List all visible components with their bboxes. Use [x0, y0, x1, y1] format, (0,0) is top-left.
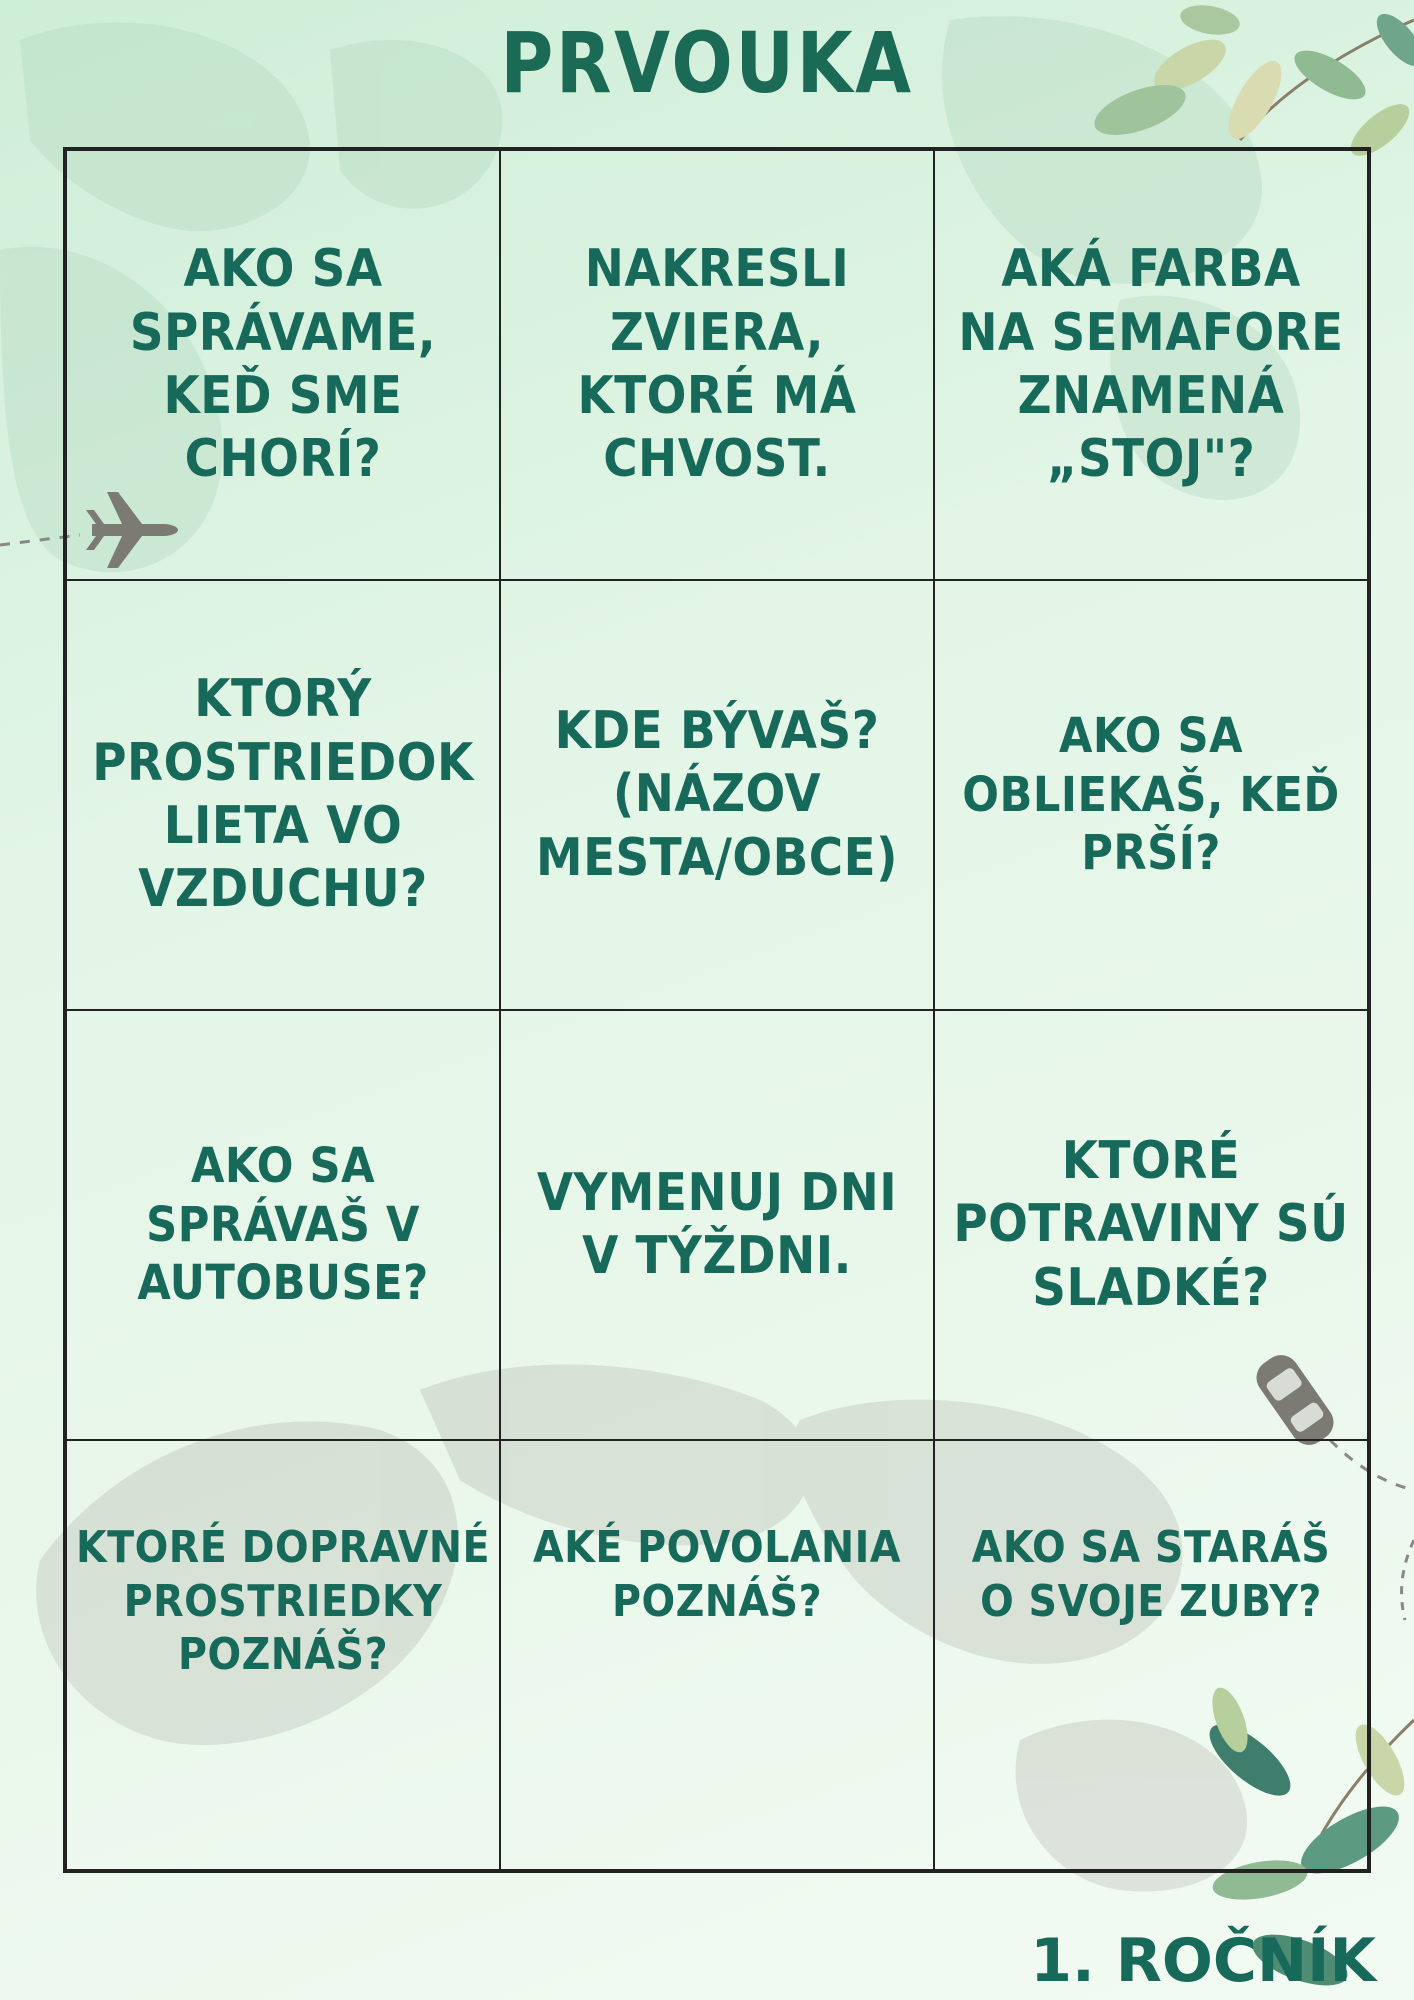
- page-title: PRVOUKA: [500, 14, 914, 112]
- question-text: VYMENUJ DNI V TÝŽDNI.: [536, 1162, 898, 1286]
- question-text: KDE BÝVAŠ? (NÁZOV MESTA/OBCE): [536, 700, 898, 888]
- question-text: AKO SA SPRÁVAŠ V AUTOBUSE?: [137, 1138, 429, 1312]
- question-cell: [66, 1010, 500, 1440]
- question-text: KTORÉ POTRAVINY SÚ SLADKÉ?: [953, 1130, 1349, 1318]
- question-cell: [500, 1010, 934, 1440]
- question-cell: [66, 150, 500, 580]
- question-cell: [500, 580, 934, 1010]
- question-cell: [500, 150, 934, 580]
- question-text: AKÉ POVOLANIA POZNÁŠ?: [533, 1522, 901, 1627]
- question-text: NAKRESLI ZVIERA, KTORÉ MÁ CHVOST.: [577, 239, 857, 490]
- question-cell: [66, 1440, 500, 1870]
- question-cell: [500, 1440, 934, 1870]
- question-cell: [934, 1440, 1368, 1870]
- question-text: AKO SA OBLIEKAŠ, KEĎ PRŠÍ?: [962, 708, 1340, 882]
- question-text: AKO SA SPRÁVAME, KEĎ SME CHORÍ?: [129, 239, 437, 490]
- question-cell: [934, 580, 1368, 1010]
- question-cell: [934, 1010, 1368, 1440]
- question-cell: [934, 150, 1368, 580]
- grade-label: 1. ROČNÍK: [1030, 1926, 1376, 1996]
- question-text: AKÁ FARBA NA SEMAFORE ZNAMENÁ „STOJ"?: [958, 239, 1344, 490]
- question-text: AKO SA STARÁŠ O SVOJE ZUBY?: [971, 1522, 1331, 1627]
- question-text: KTORÉ DOPRAVNÉ PROSTRIEDKY POZNÁŠ?: [75, 1522, 491, 1681]
- question-cell: [66, 580, 500, 1010]
- question-grid: [63, 147, 1371, 1873]
- question-text: KTORÝ PROSTRIEDOK LIETA VO VZDUCHU?: [92, 669, 474, 920]
